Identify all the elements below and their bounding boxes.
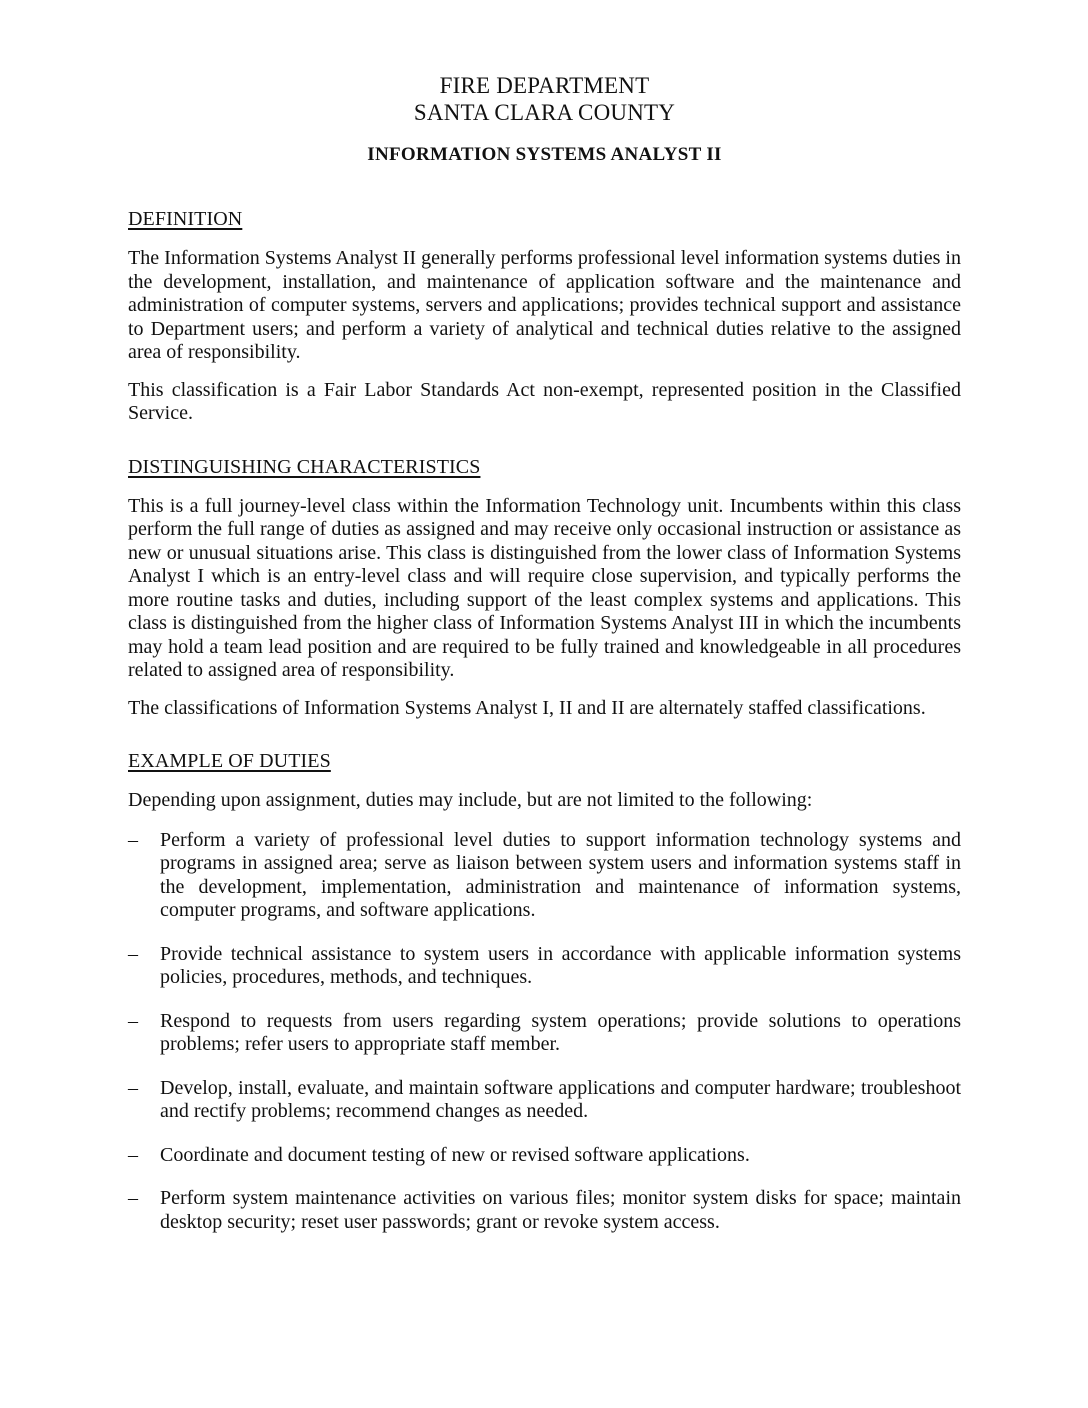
duty-item — [128, 943, 961, 990]
dash-bullet: – — [128, 1143, 138, 1166]
duties-heading: EXAMPLE OF DUTIES — [128, 750, 331, 772]
duties-list — [128, 829, 961, 1235]
duty-text: Perform a variety of professional level duties to support information technology systems and programs in assigned area; serve as liaison between system users and information systems staff in the development, implementation, administration and maintenance of information systems, computer programs, and software applications. — [160, 828, 961, 921]
document-page — [128, 72, 961, 1254]
duty-item — [128, 1144, 961, 1168]
definition-paragraph-1: The Information Systems Analyst II generally performs professional level information systems duties in the development, installation, and maintenance of application software and the maintenance and administration of computer systems, servers and applications; provides technical support and assistance to Department users; and perform a variety of analytical and technical duties relative to the assigned area of responsibility. — [128, 247, 961, 363]
definition-paragraph-2: This classification is a Fair Labor Standards Act non-exempt, represented position in the Classified Service. — [128, 378, 961, 424]
job-title: INFORMATION SYSTEMS ANALYST II — [367, 144, 722, 165]
distinguishing-paragraph-1: This is a full journey-level class within the Information Technology unit. Incumbents within this class perform the full range of duties as assigned and may receive only occasional instruction or assistance as new or unusual situations arise. This class is distinguished from the lower class of Information Systems Analyst I which is an entry-level class and will require close supervision, and typically performs the more routine tasks and duties, including support of the least complex systems and applications. This class is distinguished from the higher class of Information Systems Analyst III in which the incumbents may hold a team lead position and are required to be fully trained and knowledgeable in all procedures related to assigned area of responsibility. — [128, 494, 961, 681]
duty-item — [128, 1077, 961, 1124]
duty-item — [128, 1187, 961, 1234]
duty-item — [128, 1010, 961, 1057]
duties-intro: Depending upon assignment, duties may include, but are not limited to the following: — [128, 789, 813, 811]
duty-item — [128, 829, 961, 923]
duty-text: Perform system maintenance activities on various files; monitor system disks for space; maintain desktop security; reset user passwords; grant or revoke system access. — [160, 1187, 961, 1233]
dash-bullet: – — [128, 1187, 138, 1209]
department-name: FIRE DEPARTMENT — [439, 73, 650, 98]
county-name: SANTA CLARA COUNTY — [413, 100, 676, 125]
document-header — [128, 72, 961, 126]
definition-heading: DEFINITION — [128, 208, 243, 230]
dash-bullet: – — [128, 942, 138, 965]
dash-bullet: – — [128, 1076, 138, 1099]
duty-text: Respond to requests from users regarding system operations; provide solutions to operations problems; refer users to appropriate staff member. — [160, 1009, 961, 1055]
dash-bullet: – — [128, 828, 138, 851]
duty-text: Coordinate and document testing of new or revised software applications. — [160, 1143, 750, 1166]
duty-text: Develop, install, evaluate, and maintain software applications and computer hardware; troubleshoot and rectify problems; recommend changes as needed. — [160, 1076, 961, 1122]
dash-bullet: – — [128, 1009, 138, 1032]
duty-text: Provide technical assistance to system users in accordance with applicable information systems policies, procedures, methods, and techniques. — [160, 942, 961, 988]
distinguishing-paragraph-2: The classifications of Information Systems Analyst I, II and II are alternately staffed classifications. — [128, 696, 926, 719]
distinguishing-heading: DISTINGUISHING CHARACTERISTICS — [128, 455, 481, 478]
